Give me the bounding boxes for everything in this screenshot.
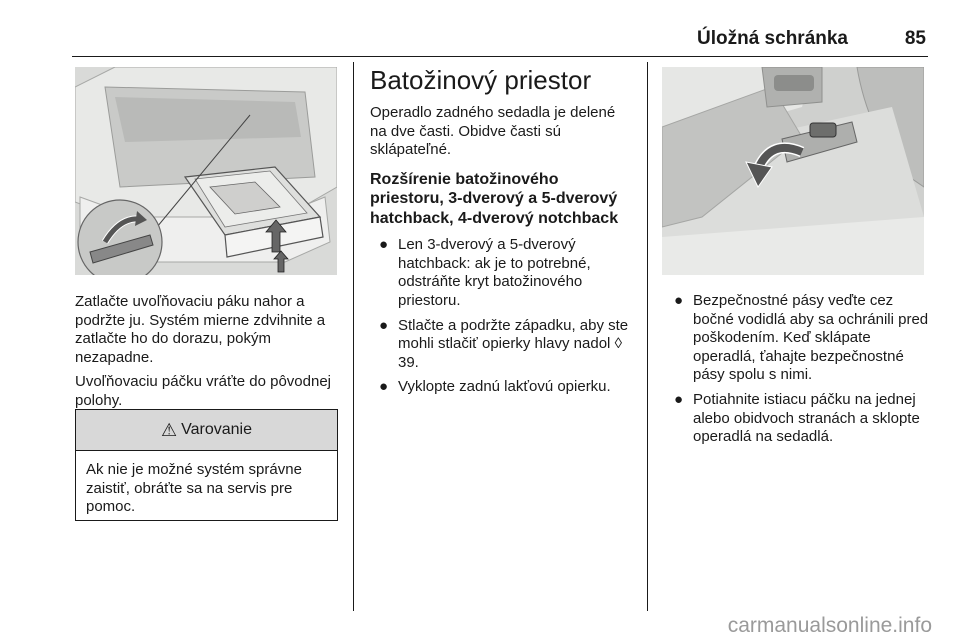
paragraph-return-lever: Uvoľňovaciu páčku vráťte do pôvodnej polohy. xyxy=(75,373,331,409)
watermark: carmanualsonline.info xyxy=(727,614,932,637)
list-item-text: Len 3-dverový a 5-dverový hatchback: ak je to potrebné, odstráňte kryt batožinového priestoru. xyxy=(398,236,591,310)
bullet-icon: ● xyxy=(379,316,389,334)
trunk-storage-illustration xyxy=(75,67,337,275)
warning-title: Varovanie xyxy=(181,421,252,438)
list-item-text: Potiahnite istiacu páčku na jednej alebo obidvoch stranách a sklopte operadlá na sedadlá. xyxy=(693,390,920,446)
list-item xyxy=(665,391,930,447)
list-item xyxy=(665,292,930,385)
list-item xyxy=(370,378,636,397)
paragraph-release-lever: Zatlačte uvoľňovaciu páku nahor a podržte ju. Systém mierne zdvihnite a zatlačte ho do dorazu, pokým nezapadne. xyxy=(75,293,326,366)
bullet-icon: ● xyxy=(379,236,389,254)
header-rule xyxy=(72,56,928,57)
bullet-icon: ● xyxy=(379,378,389,396)
warning-text: Ak nie je možné systém správne zaistiť, obráťte sa na servis pre pomoc. xyxy=(86,461,302,516)
bullet-icon: ● xyxy=(674,292,684,309)
left-column xyxy=(75,293,340,417)
paragraph-intro: Operadlo zadného sedadla je delené na dve časti. Obidve časti sú sklápateľné. xyxy=(370,104,616,159)
middle-column xyxy=(370,64,636,403)
page-reference-link[interactable]: 39. xyxy=(398,353,419,371)
figure-trunk-storage xyxy=(75,67,337,275)
list-item-text: Stlačte a podržte západku, aby ste mohli stlačiť opierky hlavy nadol xyxy=(398,316,629,353)
page-reference-icon: ◊ xyxy=(614,335,622,353)
right-column xyxy=(665,292,930,453)
warning-triangle-icon: ⚠ xyxy=(161,419,178,440)
instruction-list-right xyxy=(665,292,930,447)
list-item-text: Vyklopte zadnú lakťovú opierku. xyxy=(398,378,611,396)
page-number: 85 xyxy=(904,28,926,49)
seat-release-illustration xyxy=(662,67,924,275)
section-title: Úložná schránka xyxy=(697,28,848,49)
section-heading: Batožinový priestor xyxy=(370,65,592,95)
figure-seat-release xyxy=(662,67,924,275)
bullet-icon: ● xyxy=(674,390,684,408)
column-divider-left xyxy=(353,62,354,611)
subheading-expansion: Rozšírenie batožinového priestoru, 3-dverový a 5-dverový hatchback, 4-dverový notchback xyxy=(370,170,619,227)
list-item-text: Bezpečnostné pásy veďte cez bočné vodidlá aby sa ochránili pred poškodením. Keď sklápate operadlá, ťahajte bezpečnostné pásy spolu s nimi. xyxy=(693,292,929,384)
column-divider-right xyxy=(647,62,648,611)
list-item xyxy=(370,236,636,310)
warning-box xyxy=(75,409,338,521)
page-header xyxy=(72,24,928,54)
warning-header xyxy=(76,410,337,451)
instruction-list xyxy=(370,236,636,397)
list-item xyxy=(370,317,636,373)
